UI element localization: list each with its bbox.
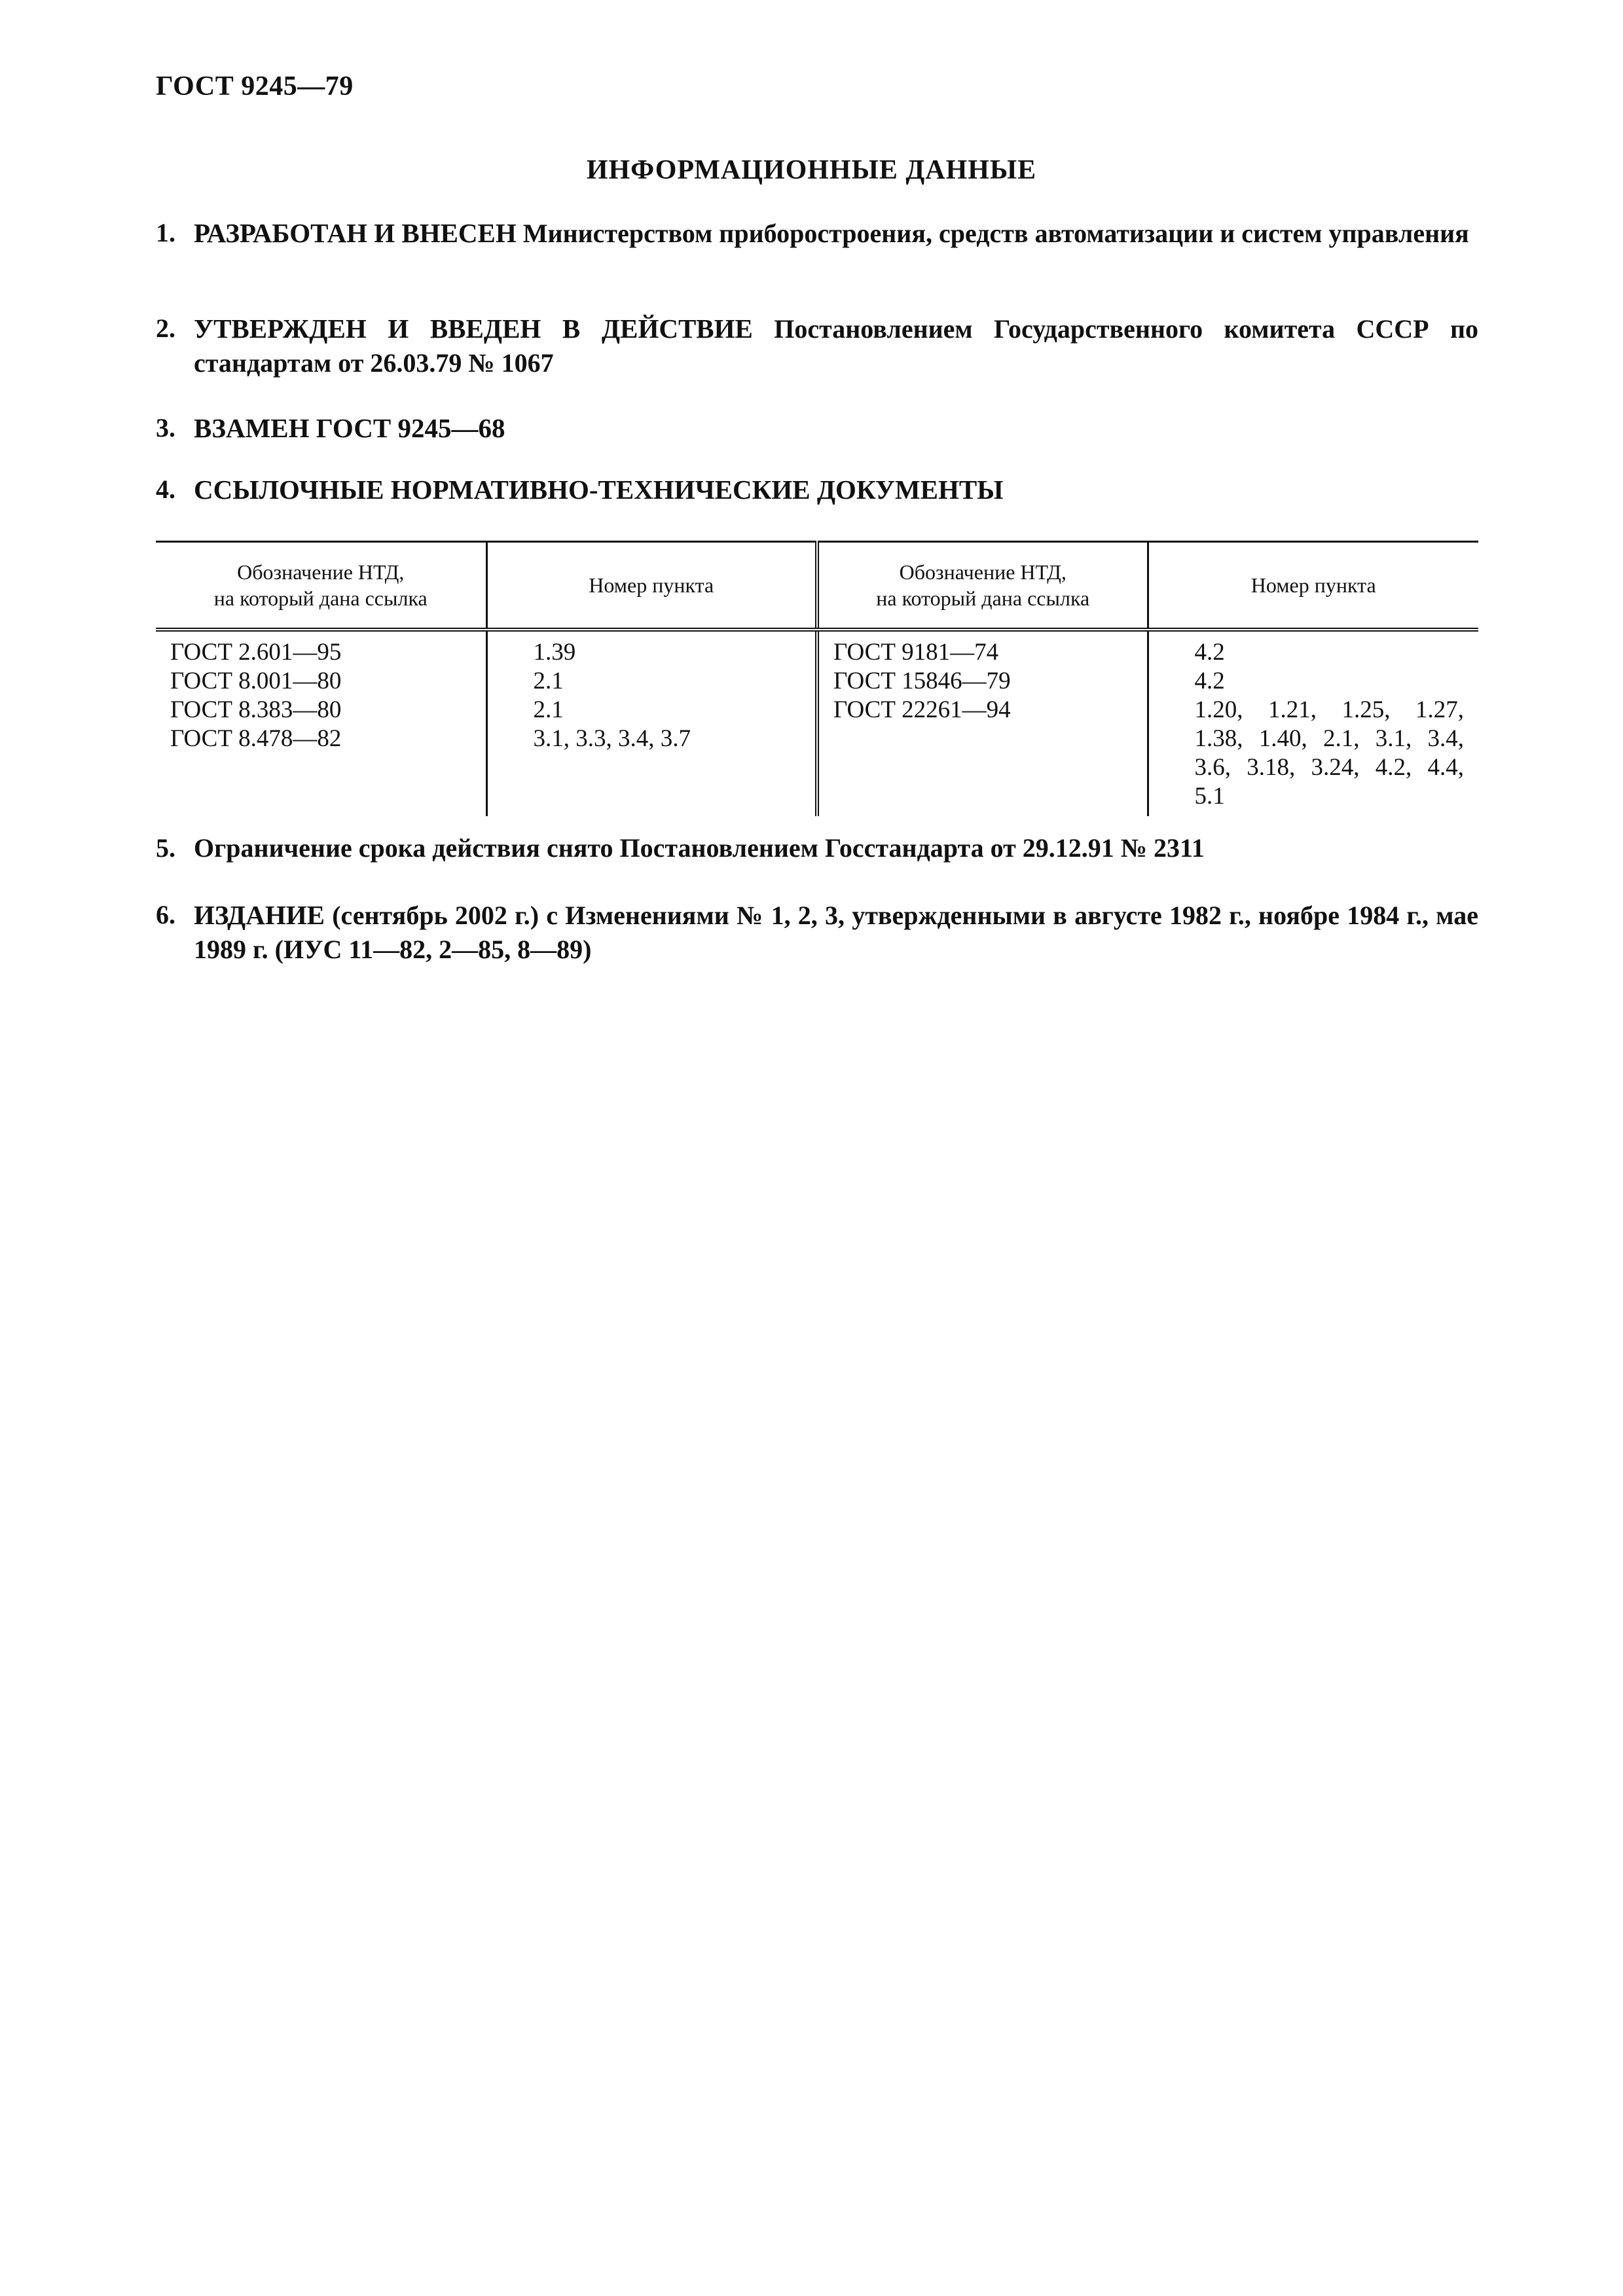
section-title: ИНФОРМАЦИОННЫЕ ДАННЫЕ [586, 155, 1037, 185]
info-item-5 [156, 831, 1478, 865]
document-code: ГОСТ 9245—79 [156, 71, 354, 101]
item-number: 2. [156, 314, 175, 343]
point-ref: 1.38, 1.40, 2.1, 3.1, 3.4, [1194, 725, 1464, 752]
left-points-cell [486, 630, 817, 816]
table-header-row [156, 542, 1478, 630]
header-line: Обозначение НТД, [899, 560, 1067, 584]
header-doc-designation-left [156, 542, 486, 630]
info-item-6 [156, 898, 1478, 967]
table-row [156, 630, 1478, 816]
item-heading: ВЗАМЕН ГОСТ 9245—68 [194, 413, 505, 443]
doc-ref: ГОСТ 2.601—95 [170, 639, 342, 666]
point-ref: 4.2 [1194, 668, 1225, 694]
doc-ref: ГОСТ 8.478—82 [170, 725, 342, 752]
info-item-4 [156, 473, 1478, 507]
point-ref: 2.1 [533, 696, 564, 723]
point-ref: 1.39 [533, 639, 576, 666]
header-point-number-right [1148, 542, 1478, 630]
doc-ref: ГОСТ 8.383—80 [170, 696, 342, 723]
right-points-cell [1148, 630, 1478, 816]
header-line: на который дана ссылка [213, 586, 428, 610]
item-number: 4. [156, 475, 175, 504]
header-line: на который дана ссылка [876, 586, 1090, 610]
item-text: Ограничение срока действия снято Постановлением Госстандарта от 29.12.91 № 2311 [194, 833, 1205, 863]
point-ref: 3.6, 3.18, 3.24, 4.2, 4.4, [1194, 754, 1464, 781]
doc-ref: ГОСТ 15846—79 [833, 668, 1011, 694]
header-doc-designation-right [817, 542, 1148, 630]
info-item-1 [156, 216, 1478, 251]
doc-ref: ГОСТ 8.001—80 [170, 668, 342, 694]
item-heading: УТВЕРЖДЕН И ВВЕДЕН В ДЕЙСТВИЕ [194, 314, 753, 344]
header-line: Номер пункта [1250, 573, 1376, 597]
point-ref: 3.1, 3.3, 3.4, 3.7 [533, 725, 691, 752]
header-line: Обозначение НТД, [237, 560, 405, 584]
reference-documents-table [156, 541, 1478, 816]
item-number: 5. [156, 833, 175, 863]
info-item-3 [156, 411, 1478, 446]
item-text: Министерством приборостроения, средств автоматизации и систем управления [516, 219, 1469, 248]
item-heading: ИЗДАНИЕ [194, 900, 325, 930]
doc-ref: ГОСТ 9181—74 [833, 639, 999, 666]
header-point-number-left [486, 542, 817, 630]
doc-ref: ГОСТ 22261—94 [833, 696, 1011, 723]
point-ref: 1.20, 1.21, 1.25, 1.27, [1194, 696, 1464, 723]
item-text: Постановлением Государственного комитета СССР по стандартам от 26.03.79 № 1067 [194, 314, 1478, 378]
left-doc-cell [156, 630, 486, 816]
point-ref: 5.1 [1194, 783, 1225, 810]
item-number: 6. [156, 900, 175, 929]
item-heading: РАЗРАБОТАН И ВНЕСЕН [194, 218, 517, 248]
point-ref: 4.2 [1194, 639, 1225, 666]
item-heading: ССЫЛОЧНЫЕ НОРМАТИВНО-ТЕХНИЧЕСКИЕ ДОКУМЕНТЫ [194, 475, 1004, 505]
item-number: 3. [156, 413, 175, 442]
item-text: (сентябрь 2002 г.) с Изменениями № 1, 2, 3, утвержденными в августе 1982 г., ноябре 1984 г., мае 1989 г. (ИУС 11—82, 2—85, 8—89) [194, 901, 1478, 964]
info-item-2 [156, 312, 1478, 380]
header-line: Номер пункта [589, 573, 714, 597]
point-ref: 2.1 [533, 668, 564, 694]
right-doc-cell [817, 630, 1148, 816]
item-number: 1. [156, 218, 175, 247]
